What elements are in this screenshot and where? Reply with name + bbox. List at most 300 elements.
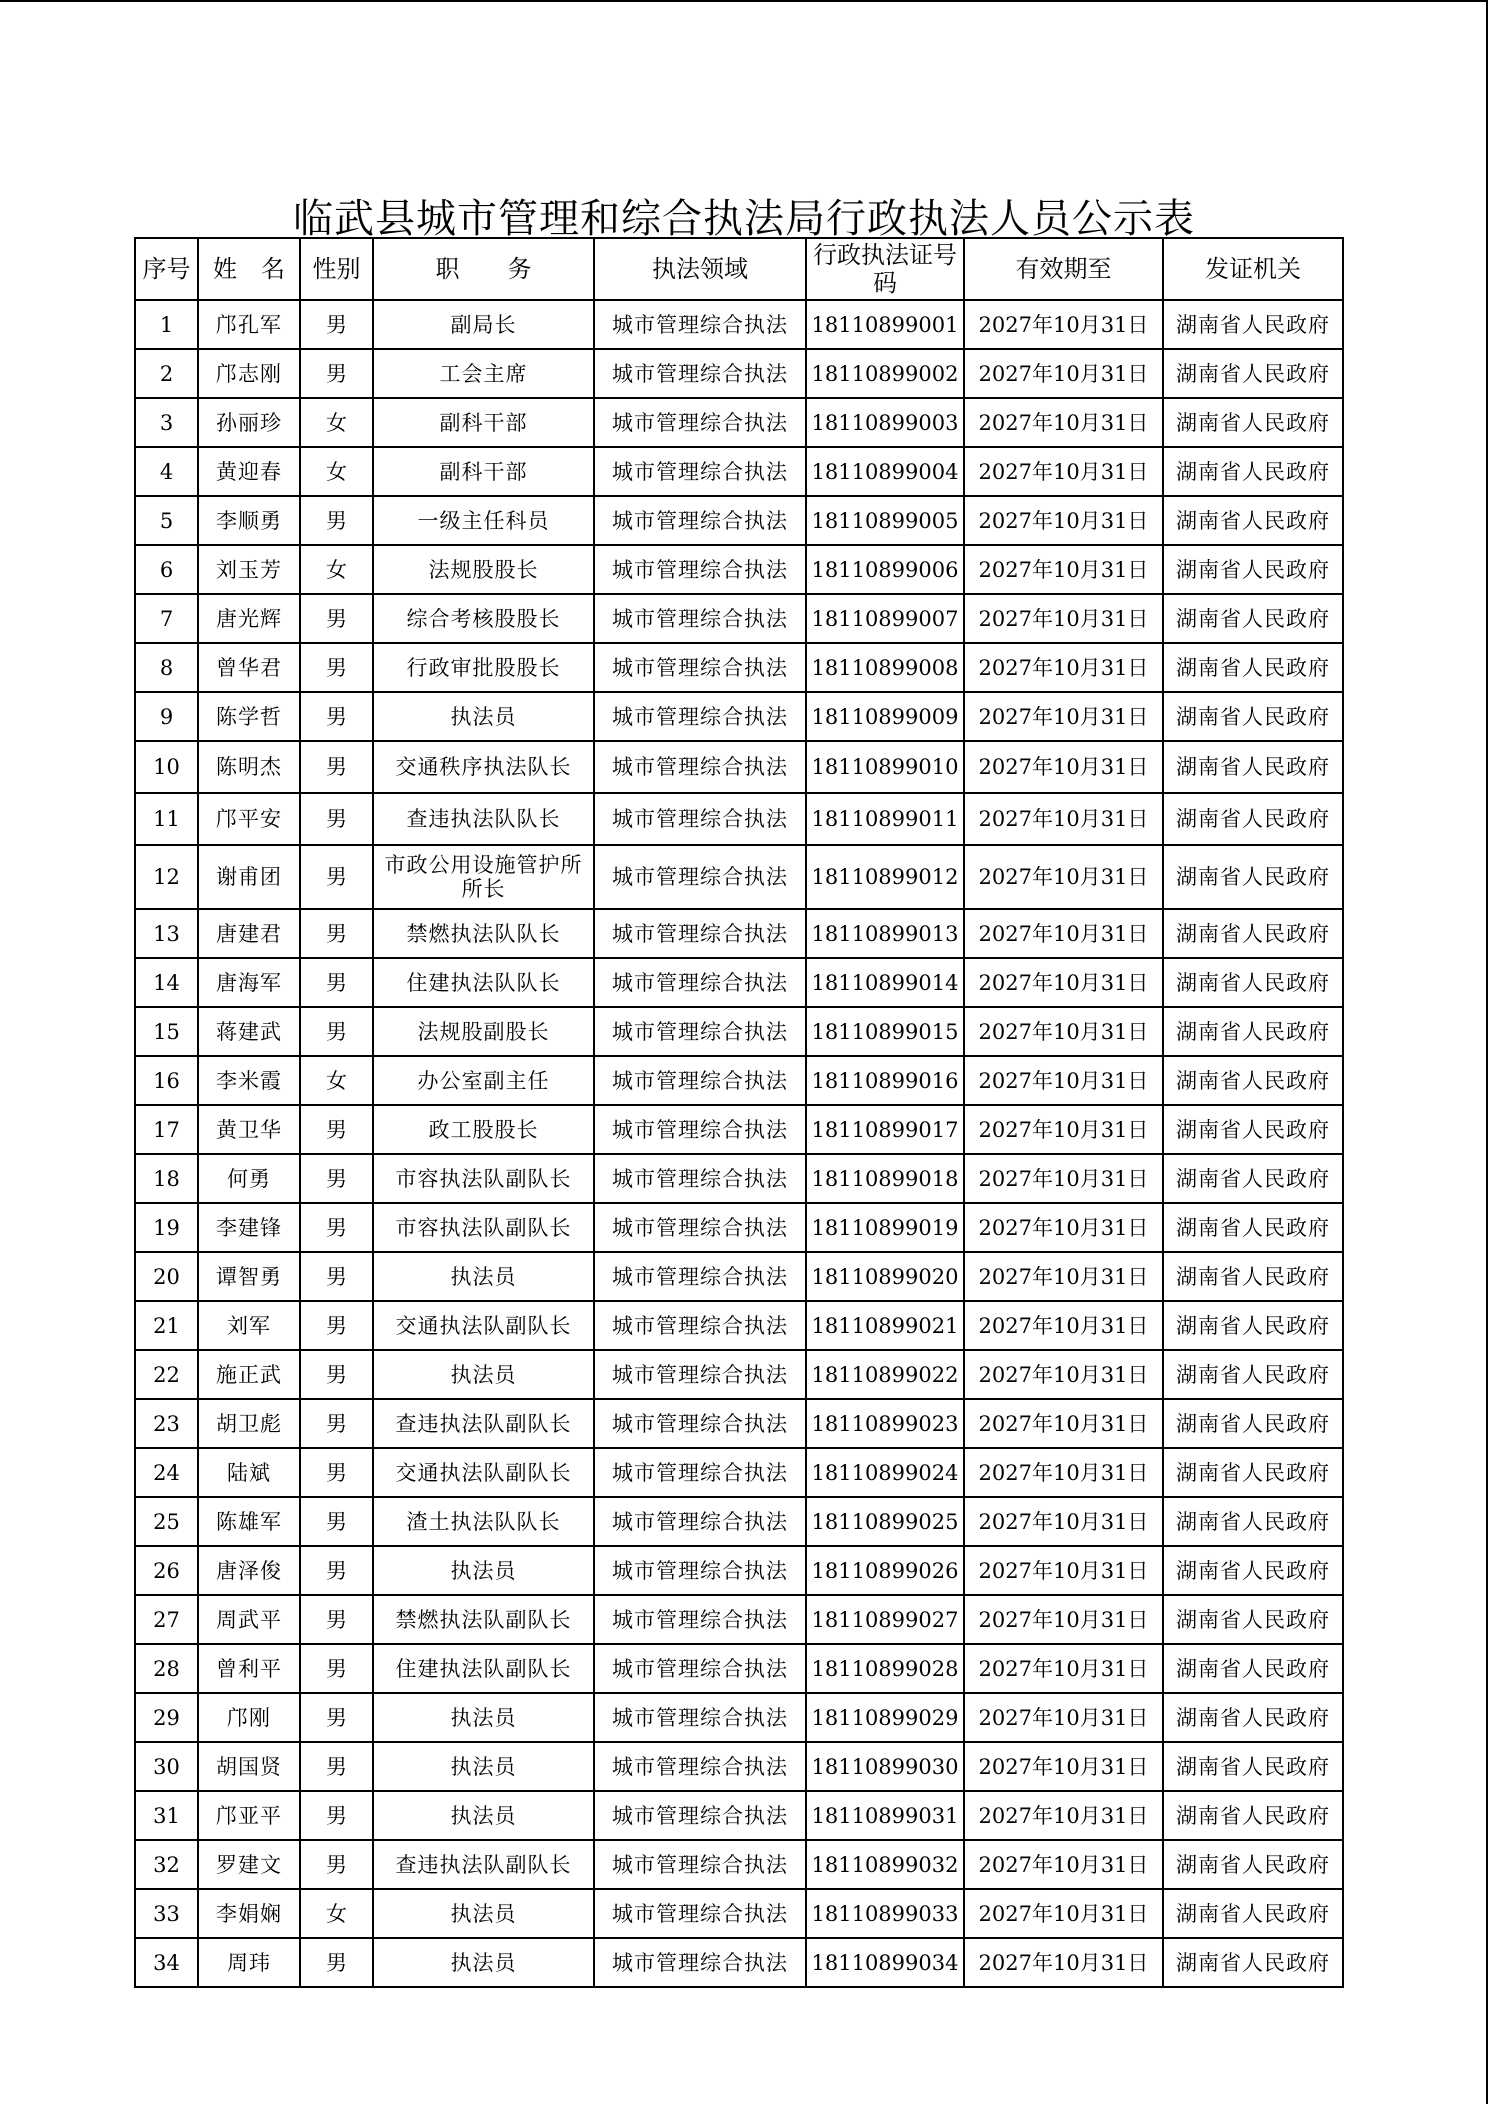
cell-gender: 男 (300, 1154, 373, 1203)
cell-position: 工会主席 (373, 349, 594, 398)
cell-gender: 男 (300, 692, 373, 741)
cell-gender: 男 (300, 643, 373, 692)
table-header-row (135, 238, 1343, 300)
cell-field: 城市管理综合执法 (594, 1938, 806, 1987)
table-row (135, 909, 1343, 958)
cell-no: 2 (135, 349, 198, 398)
cell-cert-number: 18110899019 (806, 1203, 964, 1252)
cell-position: 禁燃执法队队长 (373, 909, 594, 958)
cell-field: 城市管理综合执法 (594, 1693, 806, 1742)
cell-position: 执法员 (373, 1546, 594, 1595)
cell-no: 8 (135, 643, 198, 692)
cell-issuer: 湖南省人民政府 (1163, 1252, 1343, 1301)
cell-issuer: 湖南省人民政府 (1163, 1742, 1343, 1791)
cell-field: 城市管理综合执法 (594, 1350, 806, 1399)
cell-valid-until: 2027年10月31日 (964, 1595, 1163, 1644)
cell-field: 城市管理综合执法 (594, 1203, 806, 1252)
cell-field: 城市管理综合执法 (594, 594, 806, 643)
cell-field: 城市管理综合执法 (594, 1742, 806, 1791)
cell-issuer: 湖南省人民政府 (1163, 845, 1343, 909)
cell-name: 施正武 (198, 1350, 300, 1399)
personnel-table (134, 237, 1344, 1988)
cell-name: 邝刚 (198, 1693, 300, 1742)
cell-issuer: 湖南省人民政府 (1163, 1399, 1343, 1448)
cell-gender: 男 (300, 1007, 373, 1056)
cell-name: 何勇 (198, 1154, 300, 1203)
table-row (135, 1399, 1343, 1448)
cell-no: 7 (135, 594, 198, 643)
header-issuer: 发证机关 (1163, 238, 1343, 300)
cell-gender: 男 (300, 1644, 373, 1693)
cell-position: 执法员 (373, 1938, 594, 1987)
cell-position: 市政公用设施管护所所长 (373, 845, 594, 909)
cell-field: 城市管理综合执法 (594, 1105, 806, 1154)
table-row (135, 1252, 1343, 1301)
cell-valid-until: 2027年10月31日 (964, 545, 1163, 594)
cell-issuer: 湖南省人民政府 (1163, 909, 1343, 958)
cell-name: 胡卫彪 (198, 1399, 300, 1448)
cell-issuer: 湖南省人民政府 (1163, 643, 1343, 692)
table-row (135, 845, 1343, 909)
cell-name: 李米霞 (198, 1056, 300, 1105)
cell-no: 20 (135, 1252, 198, 1301)
cell-valid-until: 2027年10月31日 (964, 594, 1163, 643)
table-row (135, 1742, 1343, 1791)
cell-field: 城市管理综合执法 (594, 447, 806, 496)
cell-gender: 男 (300, 958, 373, 1007)
cell-valid-until: 2027年10月31日 (964, 1252, 1163, 1301)
cell-field: 城市管理综合执法 (594, 958, 806, 1007)
cell-gender: 男 (300, 1693, 373, 1742)
cell-valid-until: 2027年10月31日 (964, 349, 1163, 398)
cell-gender: 女 (300, 447, 373, 496)
cell-name: 陆斌 (198, 1448, 300, 1497)
cell-cert-number: 18110899002 (806, 349, 964, 398)
cell-field: 城市管理综合执法 (594, 300, 806, 349)
cell-issuer: 湖南省人民政府 (1163, 793, 1343, 845)
table-row (135, 1889, 1343, 1938)
cell-position: 综合考核股股长 (373, 594, 594, 643)
table-body (135, 300, 1343, 1987)
cell-valid-until: 2027年10月31日 (964, 1693, 1163, 1742)
cell-gender: 男 (300, 1497, 373, 1546)
cell-field: 城市管理综合执法 (594, 741, 806, 793)
cell-gender: 男 (300, 349, 373, 398)
cell-gender: 男 (300, 909, 373, 958)
cell-position: 交通秩序执法队长 (373, 741, 594, 793)
cell-valid-until: 2027年10月31日 (964, 398, 1163, 447)
cell-position: 住建执法队队长 (373, 958, 594, 1007)
cell-valid-until: 2027年10月31日 (964, 1889, 1163, 1938)
cell-valid-until: 2027年10月31日 (964, 845, 1163, 909)
cell-no: 17 (135, 1105, 198, 1154)
cell-no: 3 (135, 398, 198, 447)
cell-gender: 男 (300, 1252, 373, 1301)
cell-name: 黄迎春 (198, 447, 300, 496)
table-row (135, 1595, 1343, 1644)
cell-cert-number: 18110899023 (806, 1399, 964, 1448)
cell-gender: 男 (300, 1742, 373, 1791)
cell-gender: 男 (300, 1595, 373, 1644)
table-row (135, 741, 1343, 793)
cell-no: 9 (135, 692, 198, 741)
cell-no: 28 (135, 1644, 198, 1693)
cell-field: 城市管理综合执法 (594, 1644, 806, 1693)
cell-issuer: 湖南省人民政府 (1163, 958, 1343, 1007)
table-row (135, 545, 1343, 594)
cell-position: 政工股股长 (373, 1105, 594, 1154)
cell-name: 曾利平 (198, 1644, 300, 1693)
cell-gender: 男 (300, 1840, 373, 1889)
table-row (135, 594, 1343, 643)
cell-cert-number: 18110899026 (806, 1546, 964, 1595)
cell-gender: 男 (300, 1350, 373, 1399)
cell-no: 1 (135, 300, 198, 349)
cell-name: 刘军 (198, 1301, 300, 1350)
cell-no: 23 (135, 1399, 198, 1448)
cell-cert-number: 18110899003 (806, 398, 964, 447)
cell-name: 唐建君 (198, 909, 300, 958)
table-row (135, 793, 1343, 845)
cell-cert-number: 18110899018 (806, 1154, 964, 1203)
table-row (135, 1644, 1343, 1693)
cell-issuer: 湖南省人民政府 (1163, 1154, 1343, 1203)
cell-no: 27 (135, 1595, 198, 1644)
cell-position: 禁燃执法队副队长 (373, 1595, 594, 1644)
cell-valid-until: 2027年10月31日 (964, 741, 1163, 793)
cell-position: 交通执法队副队长 (373, 1448, 594, 1497)
cell-position: 执法员 (373, 1742, 594, 1791)
cell-no: 12 (135, 845, 198, 909)
cell-cert-number: 18110899032 (806, 1840, 964, 1889)
table-row (135, 1056, 1343, 1105)
cell-valid-until: 2027年10月31日 (964, 643, 1163, 692)
cell-no: 30 (135, 1742, 198, 1791)
cell-cert-number: 18110899024 (806, 1448, 964, 1497)
cell-gender: 男 (300, 1105, 373, 1154)
cell-no: 11 (135, 793, 198, 845)
table-row (135, 692, 1343, 741)
cell-field: 城市管理综合执法 (594, 793, 806, 845)
cell-field: 城市管理综合执法 (594, 1546, 806, 1595)
cell-position: 渣土执法队队长 (373, 1497, 594, 1546)
cell-gender: 男 (300, 496, 373, 545)
header-valid-until: 有效期至 (964, 238, 1163, 300)
cell-valid-until: 2027年10月31日 (964, 1154, 1163, 1203)
cell-issuer: 湖南省人民政府 (1163, 496, 1343, 545)
cell-cert-number: 18110899022 (806, 1350, 964, 1399)
cell-valid-until: 2027年10月31日 (964, 496, 1163, 545)
cell-field: 城市管理综合执法 (594, 496, 806, 545)
cell-name: 邝平安 (198, 793, 300, 845)
cell-name: 邝志刚 (198, 349, 300, 398)
cell-name: 胡国贤 (198, 1742, 300, 1791)
cell-cert-number: 18110899030 (806, 1742, 964, 1791)
cell-no: 26 (135, 1546, 198, 1595)
cell-position: 查违执法队副队长 (373, 1840, 594, 1889)
cell-position: 执法员 (373, 1350, 594, 1399)
cell-cert-number: 18110899033 (806, 1889, 964, 1938)
cell-field: 城市管理综合执法 (594, 1007, 806, 1056)
cell-gender: 男 (300, 594, 373, 643)
cell-valid-until: 2027年10月31日 (964, 1105, 1163, 1154)
table-row (135, 1350, 1343, 1399)
cell-field: 城市管理综合执法 (594, 545, 806, 594)
cell-valid-until: 2027年10月31日 (964, 1007, 1163, 1056)
cell-cert-number: 18110899020 (806, 1252, 964, 1301)
cell-valid-until: 2027年10月31日 (964, 1448, 1163, 1497)
cell-position: 一级主任科员 (373, 496, 594, 545)
cell-name: 刘玉芳 (198, 545, 300, 594)
cell-gender: 男 (300, 1399, 373, 1448)
cell-issuer: 湖南省人民政府 (1163, 741, 1343, 793)
cell-issuer: 湖南省人民政府 (1163, 1056, 1343, 1105)
cell-cert-number: 18110899011 (806, 793, 964, 845)
header-no: 序号 (135, 238, 198, 300)
table-row (135, 447, 1343, 496)
cell-valid-until: 2027年10月31日 (964, 1497, 1163, 1546)
cell-valid-until: 2027年10月31日 (964, 1203, 1163, 1252)
cell-field: 城市管理综合执法 (594, 1840, 806, 1889)
cell-gender: 男 (300, 1546, 373, 1595)
table-row (135, 398, 1343, 447)
cell-cert-number: 18110899014 (806, 958, 964, 1007)
cell-issuer: 湖南省人民政府 (1163, 1301, 1343, 1350)
cell-no: 31 (135, 1791, 198, 1840)
cell-valid-until: 2027年10月31日 (964, 1546, 1163, 1595)
cell-gender: 男 (300, 300, 373, 349)
cell-no: 15 (135, 1007, 198, 1056)
cell-no: 4 (135, 447, 198, 496)
cell-gender: 男 (300, 1791, 373, 1840)
cell-name: 陈学哲 (198, 692, 300, 741)
cell-issuer: 湖南省人民政府 (1163, 1007, 1343, 1056)
cell-name: 陈明杰 (198, 741, 300, 793)
cell-valid-until: 2027年10月31日 (964, 1791, 1163, 1840)
cell-position: 查违执法队副队长 (373, 1399, 594, 1448)
cell-valid-until: 2027年10月31日 (964, 1742, 1163, 1791)
cell-no: 22 (135, 1350, 198, 1399)
cell-field: 城市管理综合执法 (594, 1448, 806, 1497)
cell-field: 城市管理综合执法 (594, 1889, 806, 1938)
cell-name: 邝孔军 (198, 300, 300, 349)
cell-gender: 男 (300, 1301, 373, 1350)
cell-position: 查违执法队队长 (373, 793, 594, 845)
cell-issuer: 湖南省人民政府 (1163, 349, 1343, 398)
cell-cert-number: 18110899017 (806, 1105, 964, 1154)
cell-cert-number: 18110899027 (806, 1595, 964, 1644)
table-row (135, 1007, 1343, 1056)
cell-no: 10 (135, 741, 198, 793)
cell-position: 执法员 (373, 1889, 594, 1938)
cell-valid-until: 2027年10月31日 (964, 447, 1163, 496)
cell-cert-number: 18110899028 (806, 1644, 964, 1693)
cell-issuer: 湖南省人民政府 (1163, 1595, 1343, 1644)
cell-field: 城市管理综合执法 (594, 1497, 806, 1546)
table-row (135, 1105, 1343, 1154)
cell-name: 罗建文 (198, 1840, 300, 1889)
cell-position: 行政审批股股长 (373, 643, 594, 692)
cell-gender: 男 (300, 845, 373, 909)
cell-cert-number: 18110899007 (806, 594, 964, 643)
cell-issuer: 湖南省人民政府 (1163, 447, 1343, 496)
cell-gender: 男 (300, 741, 373, 793)
cell-name: 孙丽珍 (198, 398, 300, 447)
cell-field: 城市管理综合执法 (594, 1154, 806, 1203)
cell-cert-number: 18110899031 (806, 1791, 964, 1840)
cell-position: 执法员 (373, 1791, 594, 1840)
cell-no: 25 (135, 1497, 198, 1546)
cell-issuer: 湖南省人民政府 (1163, 398, 1343, 447)
cell-name: 陈雄军 (198, 1497, 300, 1546)
cell-field: 城市管理综合执法 (594, 692, 806, 741)
cell-gender: 男 (300, 1203, 373, 1252)
cell-no: 32 (135, 1840, 198, 1889)
header-gender: 性别 (300, 238, 373, 300)
cell-gender: 女 (300, 545, 373, 594)
cell-no: 24 (135, 1448, 198, 1497)
cell-no: 6 (135, 545, 198, 594)
cell-issuer: 湖南省人民政府 (1163, 692, 1343, 741)
cell-valid-until: 2027年10月31日 (964, 300, 1163, 349)
cell-no: 34 (135, 1938, 198, 1987)
cell-no: 33 (135, 1889, 198, 1938)
cell-no: 19 (135, 1203, 198, 1252)
cell-position: 执法员 (373, 692, 594, 741)
cell-gender: 男 (300, 793, 373, 845)
table-row (135, 1546, 1343, 1595)
cell-gender: 男 (300, 1938, 373, 1987)
table-row (135, 1840, 1343, 1889)
cell-no: 29 (135, 1693, 198, 1742)
cell-name: 唐泽俊 (198, 1546, 300, 1595)
cell-cert-number: 18110899029 (806, 1693, 964, 1742)
table-row (135, 496, 1343, 545)
cell-field: 城市管理综合执法 (594, 1301, 806, 1350)
cell-position: 办公室副主任 (373, 1056, 594, 1105)
cell-gender: 女 (300, 398, 373, 447)
cell-name: 周玮 (198, 1938, 300, 1987)
cell-field: 城市管理综合执法 (594, 1056, 806, 1105)
table-row (135, 1791, 1343, 1840)
cell-name: 蒋建武 (198, 1007, 300, 1056)
cell-valid-until: 2027年10月31日 (964, 1644, 1163, 1693)
cell-field: 城市管理综合执法 (594, 909, 806, 958)
cell-issuer: 湖南省人民政府 (1163, 1497, 1343, 1546)
cell-issuer: 湖南省人民政府 (1163, 300, 1343, 349)
header-field: 执法领域 (594, 238, 806, 300)
cell-position: 交通执法队副队长 (373, 1301, 594, 1350)
cell-cert-number: 18110899009 (806, 692, 964, 741)
cell-name: 唐光辉 (198, 594, 300, 643)
cell-cert-number: 18110899005 (806, 496, 964, 545)
page-border-top (0, 0, 1488, 2)
cell-field: 城市管理综合执法 (594, 1595, 806, 1644)
cell-field: 城市管理综合执法 (594, 398, 806, 447)
cell-valid-until: 2027年10月31日 (964, 1056, 1163, 1105)
cell-no: 21 (135, 1301, 198, 1350)
cell-name: 谢甫团 (198, 845, 300, 909)
cell-field: 城市管理综合执法 (594, 1252, 806, 1301)
table-row (135, 1497, 1343, 1546)
cell-issuer: 湖南省人民政府 (1163, 1546, 1343, 1595)
cell-no: 14 (135, 958, 198, 1007)
cell-issuer: 湖南省人民政府 (1163, 1644, 1343, 1693)
cell-issuer: 湖南省人民政府 (1163, 1350, 1343, 1399)
cell-valid-until: 2027年10月31日 (964, 1301, 1163, 1350)
cell-issuer: 湖南省人民政府 (1163, 545, 1343, 594)
cell-issuer: 湖南省人民政府 (1163, 594, 1343, 643)
cell-issuer: 湖南省人民政府 (1163, 1693, 1343, 1742)
cell-position: 市容执法队副队长 (373, 1203, 594, 1252)
cell-no: 16 (135, 1056, 198, 1105)
cell-valid-until: 2027年10月31日 (964, 1399, 1163, 1448)
cell-valid-until: 2027年10月31日 (964, 692, 1163, 741)
cell-gender: 男 (300, 1448, 373, 1497)
cell-name: 李建锋 (198, 1203, 300, 1252)
cell-name: 李顺勇 (198, 496, 300, 545)
table-row (135, 1203, 1343, 1252)
cell-position: 副科干部 (373, 447, 594, 496)
cell-no: 18 (135, 1154, 198, 1203)
cell-no: 5 (135, 496, 198, 545)
table-row (135, 300, 1343, 349)
cell-position: 法规股股长 (373, 545, 594, 594)
cell-field: 城市管理综合执法 (594, 1399, 806, 1448)
cell-field: 城市管理综合执法 (594, 349, 806, 398)
cell-field: 城市管理综合执法 (594, 643, 806, 692)
cell-cert-number: 18110899004 (806, 447, 964, 496)
cell-name: 曾华君 (198, 643, 300, 692)
page-title: 临武县城市管理和综合执法局行政执法人员公示表 (293, 195, 1195, 242)
cell-cert-number: 18110899006 (806, 545, 964, 594)
table-row (135, 958, 1343, 1007)
cell-valid-until: 2027年10月31日 (964, 1840, 1163, 1889)
cell-name: 李娟娴 (198, 1889, 300, 1938)
table-row (135, 349, 1343, 398)
header-name: 姓 名 (198, 238, 300, 300)
cell-valid-until: 2027年10月31日 (964, 1938, 1163, 1987)
table-row (135, 1448, 1343, 1497)
cell-issuer: 湖南省人民政府 (1163, 1105, 1343, 1154)
cell-position: 执法员 (373, 1693, 594, 1742)
cell-valid-until: 2027年10月31日 (964, 1350, 1163, 1399)
cell-issuer: 湖南省人民政府 (1163, 1203, 1343, 1252)
cell-valid-until: 2027年10月31日 (964, 958, 1163, 1007)
cell-no: 13 (135, 909, 198, 958)
cell-cert-number: 18110899010 (806, 741, 964, 793)
cell-valid-until: 2027年10月31日 (964, 793, 1163, 845)
cell-issuer: 湖南省人民政府 (1163, 1840, 1343, 1889)
table-row (135, 1938, 1343, 1987)
cell-cert-number: 18110899001 (806, 300, 964, 349)
header-cert-number: 行政执法证号码 (806, 238, 964, 300)
cell-valid-until: 2027年10月31日 (964, 909, 1163, 958)
cell-name: 谭智勇 (198, 1252, 300, 1301)
cell-cert-number: 18110899015 (806, 1007, 964, 1056)
table-row (135, 1154, 1343, 1203)
cell-position: 副局长 (373, 300, 594, 349)
header-position: 职 务 (373, 238, 594, 300)
cell-position: 法规股副股长 (373, 1007, 594, 1056)
cell-issuer: 湖南省人民政府 (1163, 1448, 1343, 1497)
cell-cert-number: 18110899016 (806, 1056, 964, 1105)
cell-cert-number: 18110899013 (806, 909, 964, 958)
cell-cert-number: 18110899021 (806, 1301, 964, 1350)
cell-gender: 女 (300, 1056, 373, 1105)
cell-field: 城市管理综合执法 (594, 1791, 806, 1840)
cell-position: 副科干部 (373, 398, 594, 447)
